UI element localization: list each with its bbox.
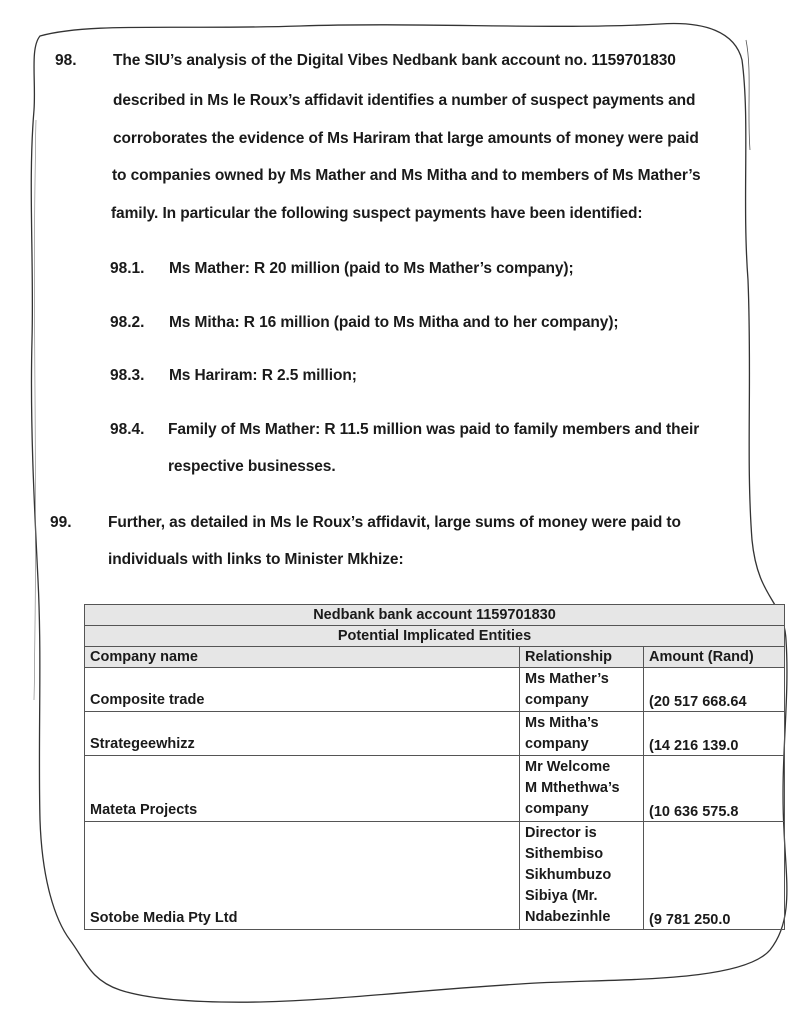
relationship-cell [520,668,644,712]
relationship-cell [520,756,644,822]
para-98-line-2: described in Ms le Roux’s affidavit identifies a number of suspect payments and [113,92,696,109]
table-row [85,822,785,930]
item-98-1-number: 98.1. [110,260,145,277]
para-98-line-4: to companies owned by Ms Mather and Ms Mitha and to members of Ms Mather’s [112,167,701,184]
para-98-number: 98. [55,52,77,69]
relationship-line: Ms Mather’s [525,671,609,687]
relationship-line: Sibiya (Mr. [525,888,598,904]
item-98-3-text: Ms Hariram: R 2.5 million; [169,367,357,384]
para-99-line-2: individuals with links to Minister Mkhize: [108,551,404,568]
item-98-4-text: Family of Ms Mather: R 11.5 million was paid to family members and their [168,421,700,438]
item-98-1-text: Ms Mather: R 20 million (paid to Ms Mather’s company); [169,260,574,277]
item-98-4-text-cont: respective businesses. [168,458,336,475]
amount-cell: (9 781 250.0 [644,822,785,930]
company-cell: Sotobe Media Pty Ltd [85,822,520,930]
para-98-line-3: corroborates the evidence of Ms Hariram that large amounts of money were paid [113,130,699,147]
para-99-line-1: Further, as detailed in Ms le Roux’s affidavit, large sums of money were paid to [108,514,681,531]
relationship-cell [520,822,644,930]
table-row [85,668,785,712]
column-header-company: Company name [85,647,520,668]
relationship-cell [520,712,644,756]
relationship-line: Ndabezinhle [525,909,611,925]
relationship-line: company [525,736,589,752]
item-98-2-text: Ms Mitha: R 16 million (paid to Ms Mitha and to her company); [169,314,619,331]
item-98-3-number: 98.3. [110,367,145,384]
relationship-line: Ms Mitha’s [525,715,599,731]
amount-cell: (14 216 139.0 [644,712,785,756]
relationship-line: Mr Welcome [525,759,611,775]
table-row [85,712,785,756]
table-title: Nedbank bank account 1159701830 [85,605,785,626]
relationship-line: company [525,801,589,817]
table-row [85,756,785,822]
relationship-line: Sikhumbuzo [525,867,612,883]
entities-table [84,604,785,930]
para-98-line-5: family. In particular the following suspect payments have been identified: [111,205,643,222]
para-98-line-1: The SIU’s analysis of the Digital Vibes Nedbank bank account no. 1159701830 [113,52,676,69]
item-98-2-number: 98.2. [110,314,145,331]
table-subtitle: Potential Implicated Entities [85,626,785,647]
relationship-line: company [525,692,589,708]
amount-cell: (20 517 668.64 [644,668,785,712]
relationship-line: Director is [525,825,597,841]
column-header-amount: Amount (Rand) [644,647,785,668]
company-cell: Strategeewhizz [85,712,520,756]
amount-cell: (10 636 575.8 [644,756,785,822]
para-99-number: 99. [50,514,72,531]
company-cell: Composite trade [85,668,520,712]
company-cell: Mateta Projects [85,756,520,822]
column-header-relationship: Relationship [520,647,644,668]
relationship-line: M Mthethwa’s [525,780,620,796]
item-98-4-number: 98.4. [110,421,145,438]
relationship-line: Sithembiso [525,846,604,862]
